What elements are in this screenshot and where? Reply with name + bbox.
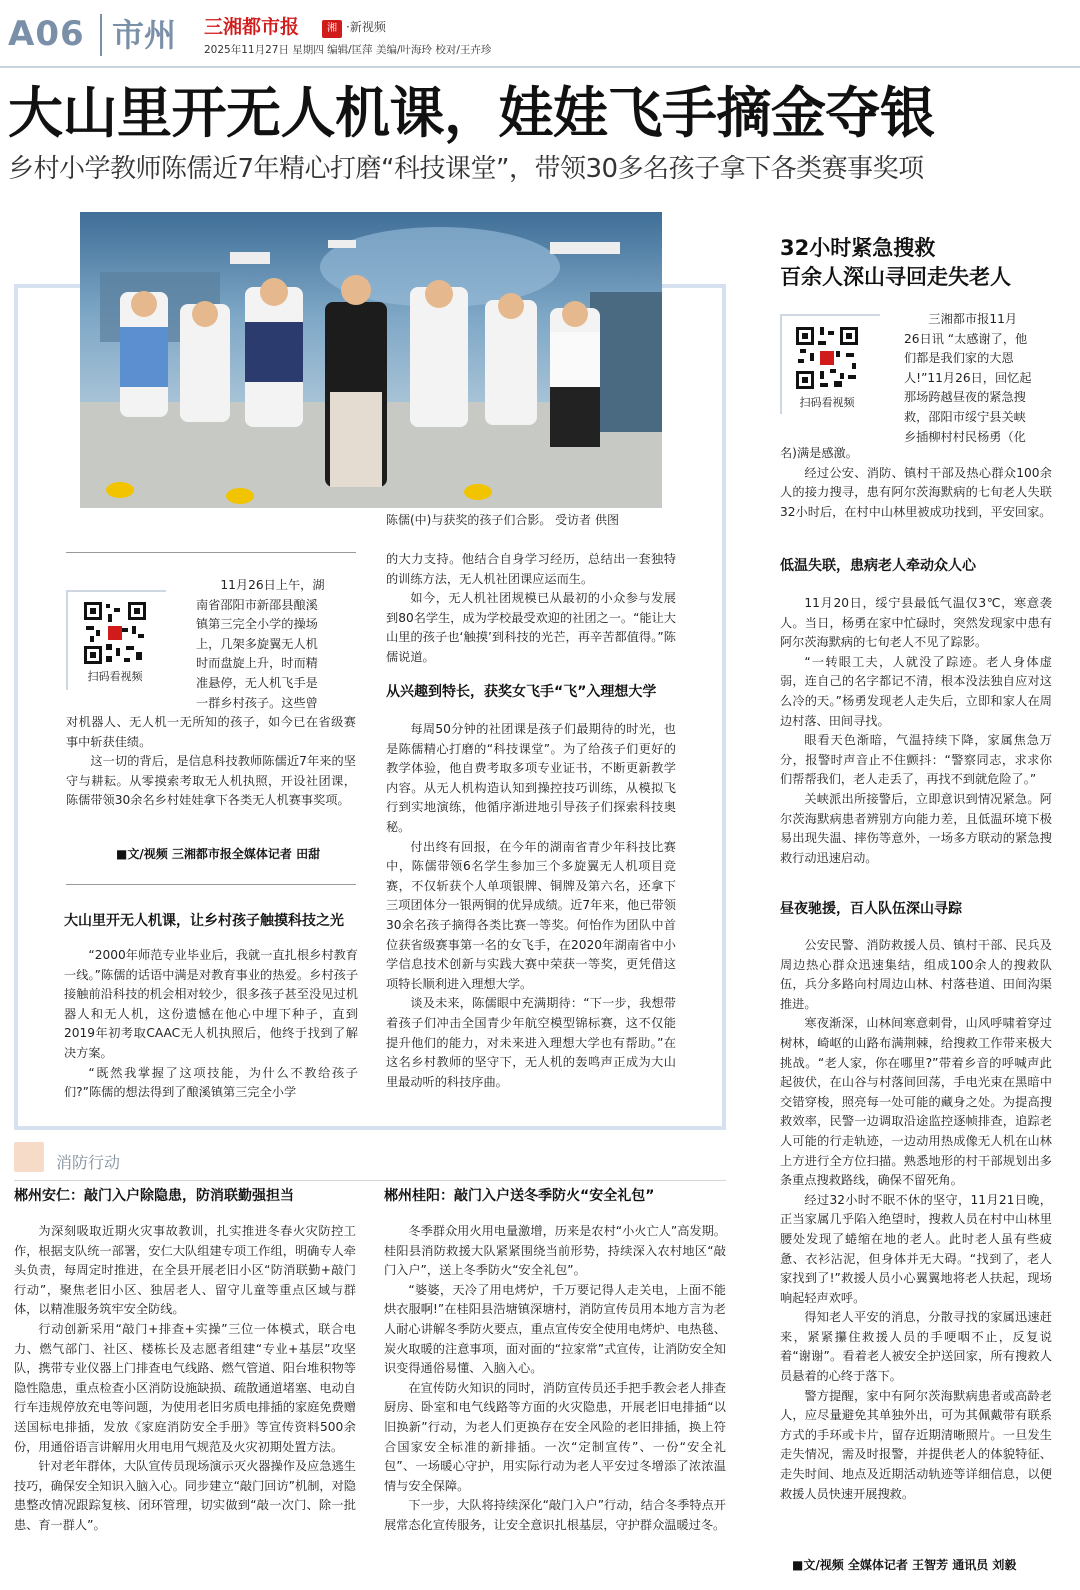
right-byline: ■文/视频 全媒体记者 王智芳 通讯员 刘毅 <box>792 1558 1017 1572</box>
paragraph: 公安民警、消防救援人员、镇村干部、民兵及周边热心群众迅速集结，组成100余人的搜救队伍，兵分多路向村周边山林、村落巷道、田间沟渠推进。 <box>780 938 1052 1011</box>
masthead-rule <box>0 66 1080 68</box>
brand-logo-icon: 湘 <box>322 20 342 38</box>
lead-line: 三湘都市报11月 <box>928 312 1018 326</box>
right-headline-2: 百余人深山寻回走失老人 <box>780 265 1011 289</box>
lead-rest: 对机器人、无人机一无所知的孩子，如今已在省级赛事中斩获佳绩。 <box>66 715 356 749</box>
paragraph: 行动创新采用“敲门+排查+实操”三位一体模式，联合电力、燃气部门、社区、楼栋长及志愿者组建“专业+基层”攻坚队，携带专业仪器上门排查电气线路、燃气管道、阳台堆积物等隐性隐患，重点检查小区消防设施缺损、疏散通道堵塞、电动自行车违规停放充电等问题，为使用老旧劣质电排插的家庭免费赠送国标电排插，发放《家庭消防安全手册》等宣传资料500余份，用通俗语言讲解用火用电用气规范及火灾初期处置方法。 <box>14 1321 356 1454</box>
frame-top-left <box>14 284 84 288</box>
paragraph: 在宣传防火知识的同时，消防宣传员还手把手教会老人排查厨房、卧室和电气线路等方面的火灾隐患，开展老旧电排插“以旧换新”行动，为老人们更换存在安全风险的老旧排插，换上符合国家安全标准的新排插。一次“定制宣传”、一份“安全礼包”、一场暖心守护，用实际行动为老人平安过冬增添了浓浓温情与安全保障。 <box>384 1380 726 1493</box>
newspaper-brand: 三湘都市报 <box>204 16 300 38</box>
main-subhead-1: 大山里开无人机课，让乡村孩子触摸科技之光 <box>64 913 344 929</box>
fire-left-title: 郴州安仁：敲门入户除隐患，防消联勤强担当 <box>14 1188 294 1204</box>
qr-code-icon <box>794 325 860 391</box>
group-photo <box>80 212 662 508</box>
lead-line: 26日讯 “太感谢了，他 <box>904 331 1028 346</box>
paragraph: 得知老人平安的消息，分散寻找的家属迅速赶来，紧紧攥住救援人员的手哽咽不止，反复说着“谢谢”。看着老人被安全护送回家，所有搜救人员悬着的心终于落下。 <box>780 1310 1052 1384</box>
paragraph: 冬季群众用火用电量激增，历来是农村“小火亡人”高发期。桂阳县消防救援大队紧紧围绕当前形势，持续深入农村地区“敲门入户”，送上冬季防火“安全礼包”。 <box>384 1224 726 1278</box>
paragraph: 每周50分钟的社团课是孩子们最期待的时光，也是陈儒精心打磨的“科技课堂”。为了给孩子们更好的教学体验，他自费考取多项专业证书，不断更新教学内容。从无人机构造认知到操控技巧训练，从模拟飞行到实地演练，他循序渐进地引导孩子们探索科技奥秘。 <box>386 722 676 834</box>
paragraph: 关峡派出所接警后，立即意识到情况紧急。阿尔茨海默病患者辨别方向能力差，且低温环境下极易出现失温、摔伤等意外，一场多方联动的紧急搜救行动迅速启动。 <box>780 791 1052 865</box>
brand-sub-text: ·新视频 <box>346 20 386 34</box>
sub-headline: 乡村小学教师陈儒近7年精心打磨“科技课堂”，带领30多名孩子拿下各类赛事奖项 <box>8 154 924 184</box>
right-section-2 <box>780 936 1052 1504</box>
group-photo-image <box>80 212 662 508</box>
paragraph: 11月20日，绥宁县最低气温仅3℃，寒意袭人。当日，杨勇在家中忙碌时，突然发现家中患有阿尔茨海默病的七旬老人不见了踪影。 <box>780 596 1052 650</box>
right-lead-narrow <box>904 310 1052 447</box>
photo-caption: 陈儒(中)与获奖的孩子们合影。 受访者 供图 <box>386 513 619 527</box>
lead-line: 那场跨越昼夜的紧急搜 <box>904 390 1026 405</box>
paragraph: 谈及未来，陈儒眼中充满期待：“下一步，我想带着孩子们冲击全国青少年航空模型锦标赛，这不仅能提升他们的能力，对未来进入理想大学也有帮助。”在这名乡村教师的坚守下，无人机的轰鸣声正成为大山里最动听的科技序曲。 <box>386 996 676 1089</box>
main-byline: ■文/视频 三湘都市报全媒体记者 田甜 <box>116 847 321 861</box>
masthead-divider <box>100 14 102 56</box>
paragraph: “2000年师范专业毕业后，我就一直扎根乡村教育一线。”陈儒的话语中满是对教育事业的热爱。乡村孩子接触前沿科技的机会相对较少，很多孩子甚至没见过机器人和无人机，这份遗憾在他心中埋下种子，直到2019年初考取CAAC无人机执照后，他终于找到了解决方案。 <box>64 948 358 1060</box>
main-lead-narrow <box>196 576 354 713</box>
lead-line: 人!”11月26日，回忆起 <box>904 370 1032 385</box>
lead-line: 11月26日上午，湖 <box>220 578 325 592</box>
lead-line: 时而盘旋上升，时而精 <box>196 656 318 671</box>
fire-right-body <box>384 1222 726 1536</box>
paragraph: 付出终有回报，在今年的湖南省青少年科技比赛中，陈儒带领6名学生参加三个多旋翼无人机项目竞赛，不仅斩获个人单项银牌、铜牌及第六名，还拿下三项团体分一银两铜的优异成绩。近7年来，他已带领30余名孩子摘得各类比赛一等奖。何怡作为团队中首位获省级赛事第一名的女飞手，在2020年湖南省中小学信息技术创新与实践大赛中荣获一等奖，更凭借这项特长顺利进入理想大学。 <box>386 839 676 991</box>
brand-sub <box>322 17 386 38</box>
lead-line: 镇第三完全小学的操场 <box>196 617 318 632</box>
right-subhead-2: 昼夜驰援，百人队伍深山寻踪 <box>780 901 962 917</box>
main-subhead-2: 从兴趣到特长，获奖女飞手“飞”入理想大学 <box>386 684 657 700</box>
lead-paragraph-2: 这一切的背后，是信息科技教师陈儒近7年来的坚守与耕耘。从零摸索考取无人机执照，开设社团课，陈儒带领30余名乡村娃娃拿下各类无人机赛事奖项。 <box>66 754 356 808</box>
paragraph: 经过32小时不眠不休的坚守，11月21日晚，正当家属几乎陷入绝望时，搜救人员在村中山林里腰处发现了蜷缩在地的老人。此时老人虽有些疲惫、衣衫沾泥，但身体并无大碍。“找到了，老人家找到了!”救援人员小心翼翼地将老人扶起，现场响起轻声欢呼。 <box>780 1192 1052 1305</box>
qr-label-main: 扫码看视频 <box>87 670 143 683</box>
fire-rule <box>14 1180 726 1181</box>
paragraph-continued: 的大力支持。他结合自身学习经历，总结出一套独特的训练方法，无人机社团课应运而生。 <box>386 552 676 586</box>
main-section-2 <box>386 720 676 1092</box>
lead-line: 救，邵阳市绥宁县关峡 <box>904 409 1026 424</box>
paragraph: “既然我掌握了这项技能，为什么不教给孩子们?”陈儒的想法得到了酿溪镇第三完全小学 <box>64 1065 358 1100</box>
fire-section-tag: 消防行动 <box>56 1153 121 1172</box>
lead-rule <box>66 884 356 885</box>
lead-line: 南省邵阳市新邵县酿溪 <box>196 597 318 612</box>
lead-line: 上，几架多旋翼无人机 <box>196 636 318 651</box>
lead-line: 们都是我们家的大恩 <box>904 351 1014 366</box>
section-name: 市州 <box>112 16 177 54</box>
main-headline: 大山里开无人机课，娃娃飞手摘金夺银 <box>8 81 935 145</box>
main-section-1 <box>64 946 358 1103</box>
paragraph: “一转眼工夫，人就没了踪迹。老人身体虚弱，连自己的名字都记不清，根本没法独自应对这么冷的天。”杨勇发现老人走失后，立即和家人在周边村落、田间寻找。 <box>780 654 1052 728</box>
page-number: A06 <box>8 14 85 54</box>
paragraph: 为深刻吸取近期火灾事故教训，扎实推进冬春火灾防控工作，根据支队统一部署，安仁大队组建专项工作组，明确专人牵头负责，每周定时推进，在全县开展老旧小区“防消联勤+敲门行动”，聚焦老旧小区、独居老人、留守儿童等重点区域与群体，以精准服务筑牢安全防线。 <box>14 1224 356 1317</box>
qr-label-right: 扫码看视频 <box>799 396 855 409</box>
paragraph: 寒夜渐深，山林间寒意刺骨，山风呼啸着穿过树林，崎岖的山路布满荆棘，给搜救工作带来极大挑战。“老人家，你在哪里?”带着乡音的呼喊声此起彼伏，在山谷与村落间回荡，手电光束在黑暗中交错穿梭，照亮每一处可能的藏身之处。为提高搜救效率，民警一边调取沿途监控逐帧排查，追踪老人可能的行走轨迹，一边动用热成像无人机在山林上方进行全方位扫描。熟悉地形的村干部规划出多条重点搜救路线，确保不留死角。 <box>780 1016 1052 1188</box>
fire-tag-marker <box>14 1142 44 1172</box>
main-lead-wide <box>66 713 356 811</box>
paragraph: 警方提醒，家中有阿尔茨海默病患者或高龄老人，应尽量避免其单独外出，可为其佩戴带有联系方式的手环或卡片，留存近期清晰照片。一旦发生走失情况，需及时报警，并提供老人的体貌特征、走失时间、地点及近期活动轨迹等详细信息，以便救援人员快速开展搜救。 <box>780 1388 1052 1501</box>
lead-paragraph-2: 经过公安、消防、镇村干部及热心群众100余人的接力搜寻，患有阿尔茨海默病的七旬老人失联32小时后，在村中山林里被成功找到，平安回家。 <box>780 465 1052 519</box>
paragraph: 针对老年群体，大队宣传员现场演示灭火器操作及应急逃生技巧，确保安全知识入脑入心。同步建立“敲门回访”机制，对隐患整改情况跟踪复核、闭环管理，切实做到“敲一次门、除一批患、育一群人”。 <box>14 1459 356 1532</box>
fire-right-title: 郴州桂阳：敲门入户送冬季防火“安全礼包” <box>384 1188 655 1204</box>
fire-left-body <box>14 1222 356 1536</box>
paragraph: 眼看天色渐暗，气温持续下降，家属焦急万分，报警时声音止不住颤抖：“警察同志，求求你们帮帮我们，老人走丢了，再找不到就危险了。” <box>780 733 1052 787</box>
qr-code-icon <box>82 600 148 666</box>
right-subhead-1: 低温失联，患病老人牵动众人心 <box>780 558 976 574</box>
right-lead-wide <box>780 444 1052 522</box>
masthead-meta: 2025年11月27日 星期四 编辑/匡萍 美编/叶海玲 校对/王卉珍 <box>204 44 492 56</box>
lead-line: 准悬停，无人机飞手是 <box>196 675 318 690</box>
lead-line: 一群乡村孩子。这些曾 <box>196 695 318 710</box>
right-section-1 <box>780 594 1052 868</box>
main-column-2-top <box>386 550 676 668</box>
right-headline-1: 32小时紧急搜救 <box>780 236 936 260</box>
paragraph: “婆婆，天冷了用电烤炉，千万要记得人走关电，上面不能烘衣服啊!”在桂阳县浩塘镇深塘村，消防宣传员用本地方言为老人耐心讲解冬季防火要点，重点宣传安全使用电烤炉、电热毯、炭火取暖的注意事项，面对面的“拉家常”式宣传，让消防安全知识变得通俗易懂、入脑入心。 <box>384 1282 726 1376</box>
frame-top-right <box>660 284 726 288</box>
paragraph: 下一步，大队将持续深化“敲门入户”行动，结合冬季特点开展常态化宣传服务，让安全意识扎根基层，守护群众温暖过冬。 <box>384 1498 726 1532</box>
lead-top-rule <box>66 552 356 553</box>
paragraph: 如今，无人机社团规模已从最初的小众参与发展到80名学生，成为学校最受欢迎的社团之一。“能让大山里的孩子也‘触摸’到科技的光芒，再辛苦都值得。”陈儒说道。 <box>386 591 676 664</box>
lead-line: 乡插柳村村民杨勇（化 <box>904 429 1026 444</box>
lead-rest: 名)满是感激。 <box>780 446 858 460</box>
